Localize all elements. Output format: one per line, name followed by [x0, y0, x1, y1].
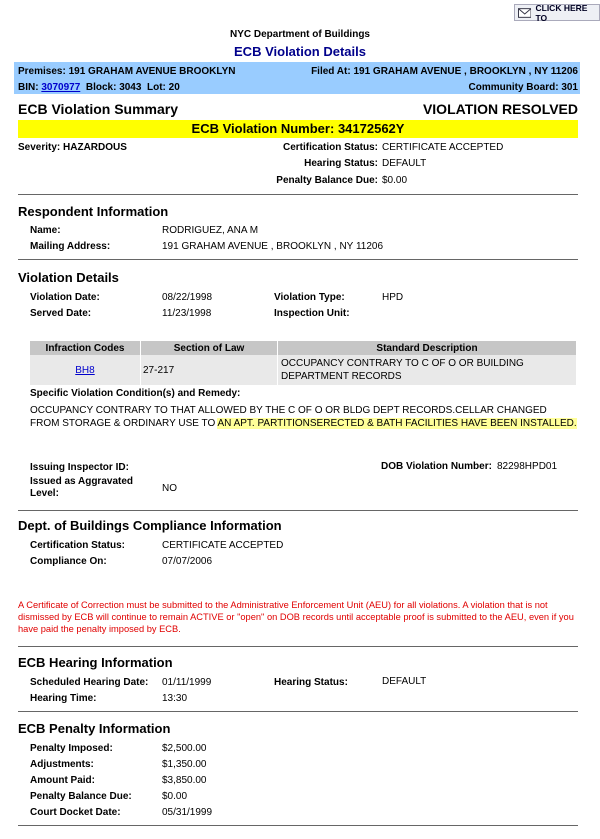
violation-number-value: 34172562Y [337, 121, 405, 136]
page-title: ECB Violation Details [234, 44, 366, 59]
violation-status: VIOLATION RESOLVED [422, 101, 578, 117]
bin-block-lot [18, 82, 180, 93]
divider [18, 194, 578, 195]
table-row [30, 355, 577, 385]
aggravated-label: Issued as Aggravated Level: [30, 476, 134, 499]
agency-name: NYC Department of Buildings [229, 29, 370, 40]
envelope-icon [518, 8, 531, 18]
filed-at [311, 66, 578, 77]
served-date-value: 11/23/1998 [162, 308, 212, 319]
amount-paid-value: $3,850.00 [162, 775, 207, 786]
violation-date-value: 08/22/1998 [162, 292, 213, 303]
divider [18, 646, 578, 647]
filed-at-label: Filed At: [311, 66, 351, 77]
violation-number-label: ECB Violation Number: [191, 121, 335, 136]
severity-value: HAZARDOUS [63, 142, 127, 153]
inspection-unit-label: Inspection Unit: [274, 308, 350, 319]
hearing-status-label-2: Hearing Status: [274, 677, 348, 688]
community-board-value: 301 [561, 82, 578, 93]
respondent-name-value: RODRIGUEZ, ANA M [162, 225, 259, 236]
specific-condition-plain: OCCUPANCY CONTRARY TO THAT ALLOWED BY THE C OF O OR BLDG DEPT RECORDS.CELLAR CHANGED FROM STORAGE & ORDINARY USE TO [30, 405, 547, 429]
hearing-heading: ECB Hearing Information [18, 655, 173, 670]
column-header: Infraction Codes [30, 341, 141, 355]
penalty-balance-value: $0.00 [382, 175, 408, 186]
premises-value: 191 GRAHAM AVENUE BROOKLYN [68, 66, 236, 77]
email-button-label: CLICK HERE TO [535, 2, 588, 23]
infraction-code-cell [30, 355, 141, 385]
violation-details-heading: Violation Details [18, 270, 119, 285]
section-of-law: 27-217 [141, 355, 278, 385]
hearing-time-value: 13:30 [162, 693, 188, 704]
court-docket-value: 05/31/1999 [162, 807, 213, 818]
compliance-on-value: 07/07/2006 [162, 556, 213, 567]
premises [18, 66, 235, 77]
violation-date-label: Violation Date: [30, 292, 100, 303]
divider [18, 825, 578, 826]
certificate-notice: A Certificate of Correction must be submitted to the Administrative Enforcement Unit (AEU) for all violations. A violation that is not dismissed by ECB will continue to remain ACTIVE or "open" on DOB records until acceptable proof is submitted to the AEU, even if you have paid the penalty imposed by ECB. [18, 600, 574, 634]
divider [18, 259, 578, 260]
compliance-heading: Dept. of Buildings Compliance Information [18, 518, 282, 533]
penalty-balance-due-value: $0.00 [162, 791, 188, 802]
penalty-heading: ECB Penalty Information [18, 721, 171, 736]
mailing-address-value: 191 GRAHAM AVENUE , BROOKLYN , NY 11206 [162, 241, 384, 252]
scheduled-hearing-label: Scheduled Hearing Date: [30, 677, 149, 688]
infraction-table-header [30, 341, 577, 355]
filed-at-value: 191 GRAHAM AVENUE , BROOKLYN , NY 11206 [353, 66, 578, 77]
block-value: 3043 [119, 82, 142, 93]
aggravated-value: NO [162, 483, 177, 494]
lot-value: 20 [168, 82, 180, 93]
block-label: Block: [85, 82, 117, 93]
certification-status-value: CERTIFICATE ACCEPTED [382, 142, 504, 153]
mailing-address-label: Mailing Address: [30, 241, 111, 252]
respondent-name-label: Name: [30, 225, 61, 236]
violation-number [18, 121, 578, 136]
infraction-code-link[interactable]: BH8 [75, 364, 95, 376]
bin-link[interactable]: 3070977 [41, 82, 81, 93]
penalty-imposed-label: Penalty Imposed: [30, 743, 113, 754]
hearing-time-label: Hearing Time: [30, 693, 97, 704]
email-button[interactable] [514, 4, 600, 21]
specific-condition-label: Specific Violation Condition(s) and Remedy: [30, 388, 241, 399]
served-date-label: Served Date: [30, 308, 92, 319]
certification-status-label: Certification Status: [282, 142, 378, 153]
hearing-status-label: Hearing Status: [304, 158, 378, 169]
hearing-status-value: DEFAULT [382, 158, 427, 169]
hearing-status-value-2: DEFAULT [382, 676, 427, 687]
penalty-balance-due-label: Penalty Balance Due: [30, 791, 132, 802]
divider [18, 711, 578, 712]
compliance-on-label: Compliance On: [30, 556, 107, 567]
bin-label: BIN: [18, 82, 39, 93]
summary-heading: ECB Violation Summary [18, 101, 179, 117]
community-board [469, 82, 578, 93]
infraction-table [30, 341, 577, 385]
column-header: Section of Law [141, 341, 278, 355]
compliance-cert-value: CERTIFICATE ACCEPTED [162, 540, 284, 551]
respondent-heading: Respondent Information [18, 204, 169, 219]
dob-violation-number-label: DOB Violation Number: [381, 461, 492, 472]
premises-label: Premises: [18, 66, 66, 77]
dob-violation-number-value: 82298HPD01 [497, 461, 558, 472]
violation-type-label: Violation Type: [274, 292, 345, 303]
lot-label: Lot: [147, 82, 166, 93]
adjustments-value: $1,350.00 [162, 759, 207, 770]
divider [18, 510, 578, 511]
specific-condition-highlight: AN APT. PARTITIONSERECTED & BATH FACILITIES HAVE BEEN INSTALLED. [217, 418, 577, 429]
compliance-cert-label: Certification Status: [30, 540, 126, 551]
column-header: Standard Description [278, 341, 577, 355]
amount-paid-label: Amount Paid: [30, 775, 95, 786]
standard-description: OCCUPANCY CONTRARY TO C OF O OR BUILDING DEPARTMENT RECORDS [278, 355, 577, 385]
court-docket-label: Court Docket Date: [30, 807, 121, 818]
community-board-label: Community Board: [468, 82, 559, 93]
inspector-id-label: Issuing Inspector ID: [30, 462, 129, 473]
scheduled-hearing-value: 01/11/1999 [162, 677, 212, 688]
violation-type-value: HPD [382, 292, 404, 303]
specific-condition-text [30, 404, 578, 430]
severity [18, 142, 127, 153]
adjustments-label: Adjustments: [30, 759, 94, 770]
penalty-imposed-value: $2,500.00 [162, 743, 207, 754]
severity-label: Severity: [18, 142, 61, 153]
penalty-balance-label: Penalty Balance Due: [276, 175, 378, 186]
